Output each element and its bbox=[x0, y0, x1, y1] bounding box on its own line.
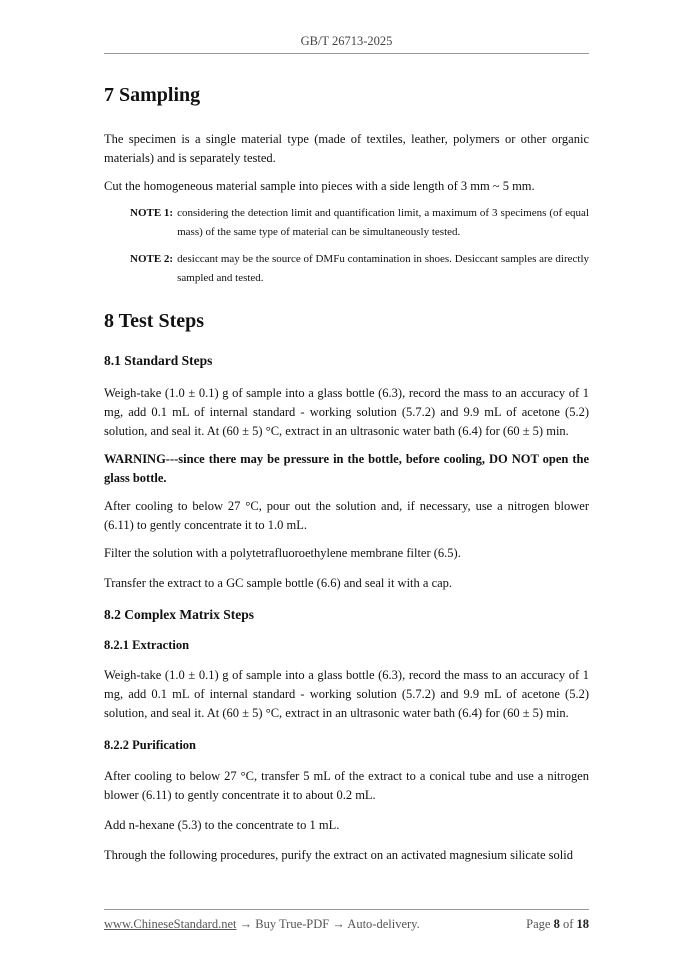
page-content bbox=[104, 80, 589, 865]
section-8-1-paragraph-3: Filter the solution with a polytetrafluoroethylene membrane filter (6.5). bbox=[104, 546, 461, 560]
note-2 bbox=[130, 250, 589, 288]
section-8-2-1-paragraph-1: Weigh-take (1.0 ± 0.1) g of sample into a glass bottle (6.3), record the mass to an accuracy of 1 mg, add 0.1 mL of internal standard - working solution (5.7.2) and 9.9 mL of acetone (5.2) solution, and seal it. At (60 ± 5) °C, extract in an ultrasonic water bath (6.4) for (60 ± 5) min. bbox=[104, 668, 589, 720]
footer-divider bbox=[104, 909, 589, 910]
note-2-text: desiccant may be the source of DMFu contamination in shoes. Desiccant samples are directly sampled and tested. bbox=[177, 253, 589, 284]
chinesestandard-link[interactable]: www.ChineseStandard.net bbox=[104, 917, 237, 931]
footer-left bbox=[104, 917, 420, 932]
section-7-title: 7 Sampling bbox=[104, 84, 201, 106]
section-7-paragraph-1: The specimen is a single material type (made of textiles, leather, polymers or other organic materials) and is separately tested. bbox=[104, 132, 589, 165]
header-divider bbox=[104, 53, 589, 54]
page-current: 8 bbox=[553, 917, 560, 931]
note-2-label: NOTE 2: bbox=[130, 253, 174, 265]
section-8-2-2-paragraph-1: After cooling to below 27 °C, transfer 5 mL of the extract to a conical tube and use a nitrogen blower (6.11) to gently concentrate it to about 0.2 mL. bbox=[104, 769, 589, 802]
section-8-1-title: 8.1 Standard Steps bbox=[104, 353, 213, 368]
section-8-1-paragraph-1: Weigh-take (1.0 ± 0.1) g of sample into a glass bottle (6.3), record the mass to an accuracy of 1 mg, add 0.1 mL of internal standard - working solution (5.7.2) and 9.9 mL of acetone (5.2) solution, and seal it. At (60 ± 5) °C, extract in an ultrasonic water bath (6.4) for (60 ± 5) min. bbox=[104, 386, 589, 438]
section-8-2-title: 8.2 Complex Matrix Steps bbox=[104, 607, 254, 622]
section-7-paragraph-2: Cut the homogeneous material sample into pieces with a side length of 3 mm ~ 5 mm. bbox=[104, 179, 535, 193]
note-1-label: NOTE 1: bbox=[130, 207, 174, 219]
footer-buy-text: → Buy True-PDF → Auto-delivery. bbox=[236, 917, 420, 931]
section-8-2-2-paragraph-3: Through the following procedures, purify the extract on an activated magnesium silicate solid bbox=[104, 848, 573, 862]
section-8-title: 8 Test Steps bbox=[104, 310, 205, 332]
page-total: 18 bbox=[576, 917, 589, 931]
warning-text: WARNING---since there may be pressure in the bottle, before cooling, DO NOT open the glass bottle. bbox=[104, 452, 589, 485]
page-number bbox=[526, 917, 589, 932]
note-1-text: considering the detection limit and quantification limit, a maximum of 3 specimens (of equal mass) of the same type of material can be simultaneously tested. bbox=[177, 207, 589, 238]
section-8-2-2-paragraph-2: Add n-hexane (5.3) to the concentrate to 1 mL. bbox=[104, 818, 340, 832]
note-1 bbox=[130, 204, 589, 242]
page-of: of bbox=[562, 917, 574, 931]
section-8-1-paragraph-2: After cooling to below 27 °C, pour out the solution and, if necessary, use a nitrogen blower (6.11) to gently concentrate it to 1.0 mL. bbox=[104, 499, 589, 532]
page-footer bbox=[104, 917, 589, 932]
section-8-1-paragraph-4: Transfer the extract to a GC sample bottle (6.6) and seal it with a cap. bbox=[104, 576, 453, 590]
section-8-2-2-title: 8.2.2 Purification bbox=[104, 738, 197, 752]
page-header: GB/T 26713-2025 bbox=[300, 34, 393, 48]
page-prefix: Page bbox=[526, 917, 551, 931]
section-8-2-1-title: 8.2.1 Extraction bbox=[104, 638, 190, 652]
